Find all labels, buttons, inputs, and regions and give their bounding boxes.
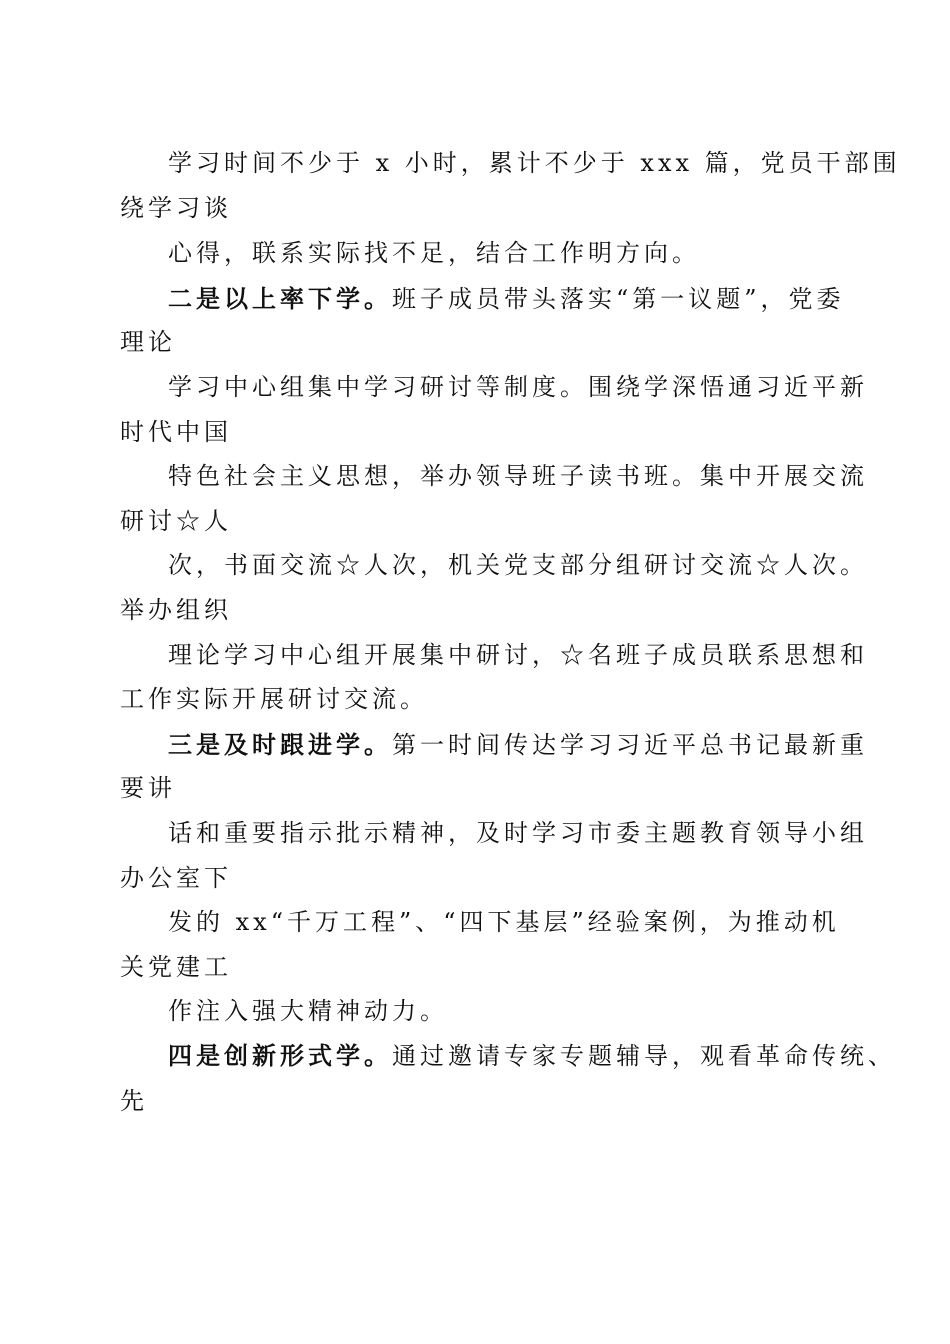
text-line: 特色社会主义思想，举办领导班子读书班。集中开展交流 bbox=[168, 462, 868, 490]
text-line: 举办组织 bbox=[120, 596, 232, 624]
text-line: 心得，联系实际找不足，结合工作明方向。 bbox=[168, 239, 700, 267]
text-line: 四是创新形式学。通过邀请专家专题辅导，观看革命传统、 bbox=[168, 1041, 896, 1070]
text-line: 次，书面交流☆人次，机关党支部分组研讨交流☆人次。 bbox=[168, 551, 868, 579]
text-line: 理论 bbox=[120, 328, 176, 356]
section-heading: 四是创新形式学。 bbox=[168, 1041, 392, 1070]
text-line: 理论学习中心组开展集中研讨，☆名班子成员联系思想和 bbox=[168, 641, 868, 669]
text-line: 工作实际开展研讨交流。 bbox=[120, 685, 428, 713]
text-line: 时代中国 bbox=[120, 418, 232, 446]
text-line: 先 bbox=[120, 1087, 148, 1115]
text-line: 关党建工 bbox=[120, 953, 232, 981]
text-line: 办公室下 bbox=[120, 864, 232, 892]
text-line: 三是及时跟进学。第一时间传达学习习近平总书记最新重 bbox=[168, 730, 868, 759]
text-line: 发的 xx“千万工程”、“四下基层”经验案例，为推动机 bbox=[168, 908, 840, 936]
text-line: 二是以上率下学。班子成员带头落实“第一议题”，党委 bbox=[168, 284, 845, 313]
section-heading: 三是及时跟进学。 bbox=[168, 730, 392, 759]
text-line: 作注入强大精神动力。 bbox=[168, 997, 448, 1025]
text-line: 要讲 bbox=[120, 774, 176, 802]
text-line: 绕学习谈 bbox=[120, 194, 232, 222]
text-line: 学习中心组集中学习研讨等制度。围绕学深悟通习近平新 bbox=[168, 373, 868, 401]
text-line: 学习时间不少于 x 小时，累计不少于 xxx 篇，党员干部围 bbox=[168, 149, 901, 177]
text-line: 研讨☆人 bbox=[120, 507, 232, 535]
section-heading: 二是以上率下学。 bbox=[168, 284, 392, 313]
text-line: 话和重要指示批示精神，及时学习市委主题教育领导小组 bbox=[168, 819, 868, 847]
